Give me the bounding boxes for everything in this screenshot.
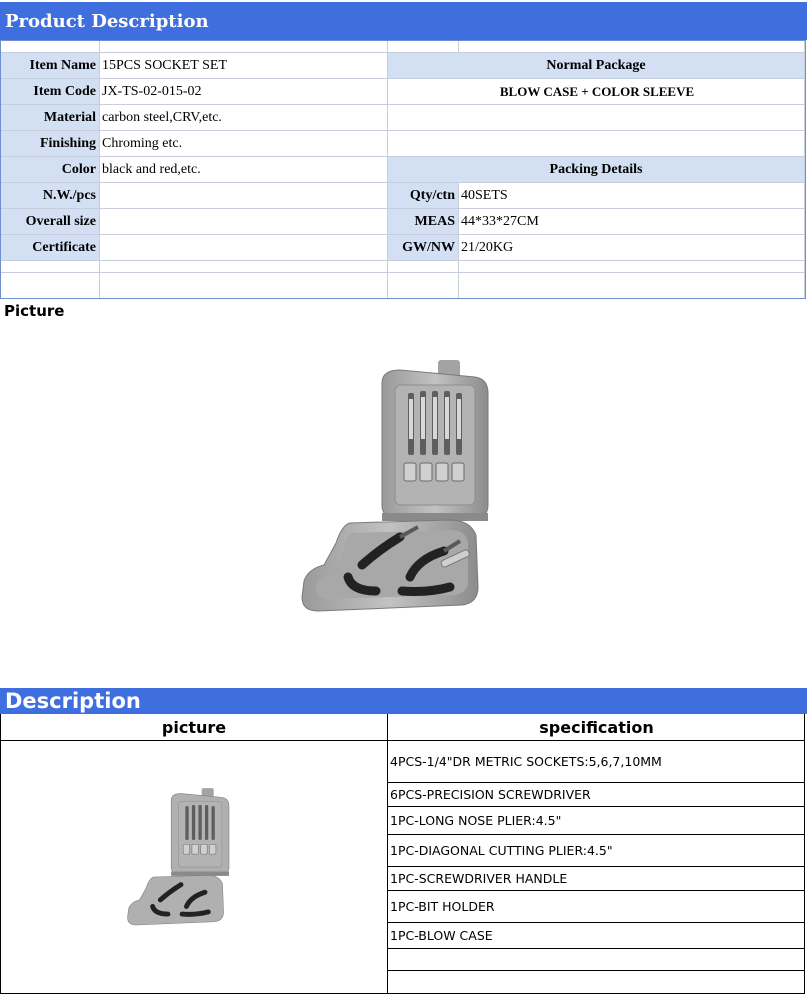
item-code-value: JX-TS-02-015-02 (100, 79, 388, 105)
nw-value (100, 183, 388, 209)
table-cell (100, 273, 388, 299)
spec-item: 6PCS-PRECISION SCREWDRIVER (388, 783, 805, 807)
spec-blank-row (0, 40, 805, 53)
spec-row-nw (0, 183, 805, 209)
package-type-value: BLOW CASE + COLOR SLEEVE (388, 79, 805, 105)
item-name-label: Item Name (0, 53, 100, 79)
tool-case-thumbnail (121, 769, 241, 949)
normal-package-header: Normal Package (388, 53, 805, 79)
picture-label: Picture (4, 302, 65, 320)
certificate-value (100, 235, 388, 261)
table-cell (459, 40, 805, 53)
table-cell (388, 273, 459, 299)
spec-item: 1PC-DIAGONAL CUTTING PLIER:4.5" (388, 835, 805, 867)
picture-cell (1, 741, 388, 994)
spec-table (0, 40, 805, 299)
table-cell (100, 261, 388, 273)
spec-row-overall-size (0, 209, 805, 235)
qty-ctn-value: 40SETS (459, 183, 805, 209)
meas-value: 44*33*27CM (459, 209, 805, 235)
material-label: Material (0, 105, 100, 131)
spec-item: 1PC-SCREWDRIVER HANDLE (388, 867, 805, 891)
tool-case-photo (290, 355, 510, 625)
spec-item: 1PC-BIT HOLDER (388, 891, 805, 923)
table-cell (459, 261, 805, 273)
description-banner (0, 688, 807, 714)
gw-nw-value: 21/20KG (459, 235, 805, 261)
spec-item (388, 971, 805, 994)
spec-item: 1PC-BLOW CASE (388, 923, 805, 949)
color-label: Color (0, 157, 100, 183)
table-cell (0, 273, 100, 299)
item-code-label: Item Code (0, 79, 100, 105)
product-description-title: Product Description (5, 10, 209, 32)
item-name-value: 15PCS SOCKET SET (100, 53, 388, 79)
finishing-label: Finishing (0, 131, 100, 157)
finishing-value: Chroming etc. (100, 131, 388, 157)
nw-label: N.W./pcs (0, 183, 100, 209)
meas-label: MEAS (388, 209, 459, 235)
qty-ctn-label: Qty/ctn (388, 183, 459, 209)
table-cell (388, 261, 459, 273)
color-value: black and red,etc. (100, 157, 388, 183)
spec-row-finishing (0, 131, 805, 157)
overall-size-value (100, 209, 388, 235)
description-title: Description (5, 689, 141, 713)
package-blank-cell (388, 105, 805, 131)
overall-size-label: Overall size (0, 209, 100, 235)
spec-blank-row (0, 261, 805, 273)
table-cell (0, 40, 100, 53)
spec-item: 1PC-LONG NOSE PLIER:4.5" (388, 807, 805, 835)
spec-row-certificate (0, 235, 805, 261)
spec-blank-row (0, 273, 805, 299)
description-table (0, 714, 805, 994)
material-value: carbon steel,CRV,etc. (100, 105, 388, 131)
gw-nw-label: GW/NW (388, 235, 459, 261)
table-cell (100, 40, 388, 53)
specification-column-header: specification (388, 714, 805, 741)
picture-column-header: picture (1, 714, 388, 741)
certificate-label: Certificate (0, 235, 100, 261)
packing-details-header: Packing Details (388, 157, 805, 183)
spec-row-item-name (0, 53, 805, 79)
table-cell (459, 273, 805, 299)
spec-item (388, 949, 805, 971)
spec-row-item-code (0, 79, 805, 105)
spec-item: 4PCS-1/4"DR METRIC SOCKETS:5,6,7,10MM (388, 741, 805, 783)
product-description-banner (0, 2, 807, 40)
spec-row-color (0, 157, 805, 183)
table-cell (388, 40, 459, 53)
spec-row-material (0, 105, 805, 131)
package-blank-cell (388, 131, 805, 157)
table-cell (0, 261, 100, 273)
